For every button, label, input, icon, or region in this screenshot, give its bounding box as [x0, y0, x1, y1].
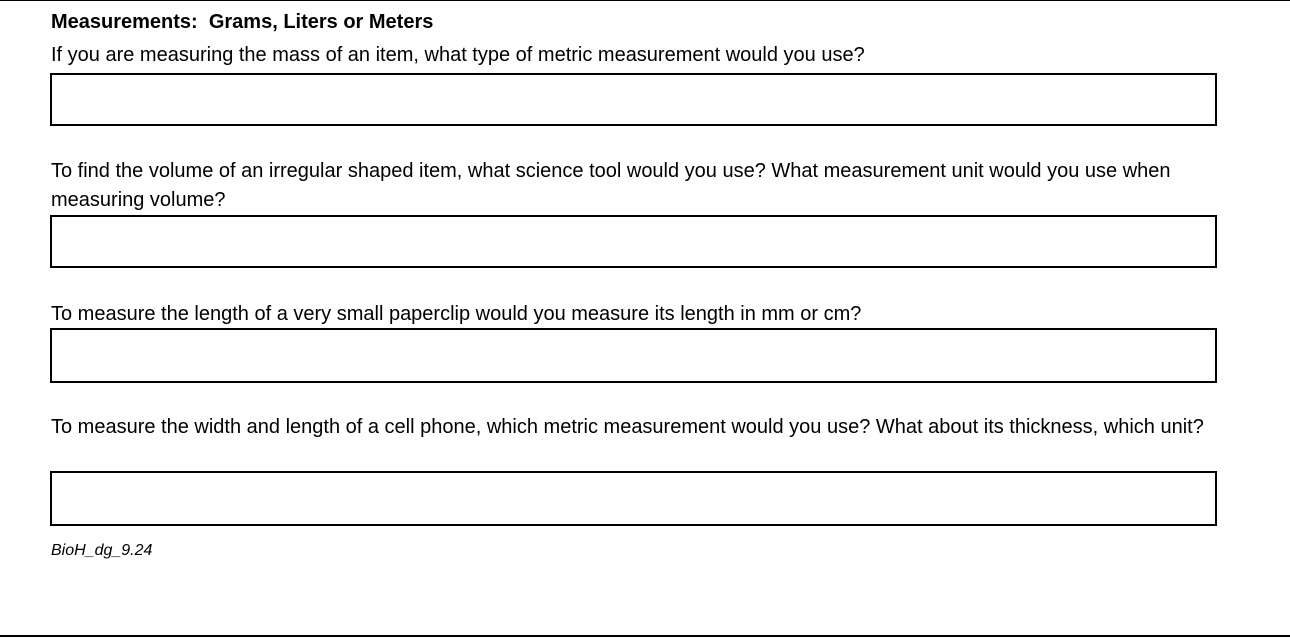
page-bottom-border — [0, 635, 1290, 637]
question-2-prompt: To find the volume of an irregular shaped item, what science tool would you use? What measurement unit would you use when measuring volume? — [51, 160, 1171, 211]
answer-field-1[interactable] — [50, 73, 1217, 126]
question-3-prompt: To measure the length of a very small paperclip would you measure its length in mm or cm? — [51, 303, 862, 325]
question-1-prompt: If you are measuring the mass of an item, what type of metric measurement would you use? — [51, 44, 865, 66]
question-4-prompt: To measure the width and length of a cell phone, which metric measurement would you use? What about its thickness, which unit? — [51, 416, 1204, 438]
document-code: BioH_dg_9.24 — [51, 542, 153, 559]
answer-field-4[interactable] — [50, 471, 1217, 526]
answer-field-2[interactable] — [50, 215, 1217, 268]
answer-field-3[interactable] — [50, 328, 1217, 383]
page-top-border — [0, 0, 1290, 1]
worksheet-title: Measurements: Grams, Liters or Meters — [51, 11, 434, 33]
